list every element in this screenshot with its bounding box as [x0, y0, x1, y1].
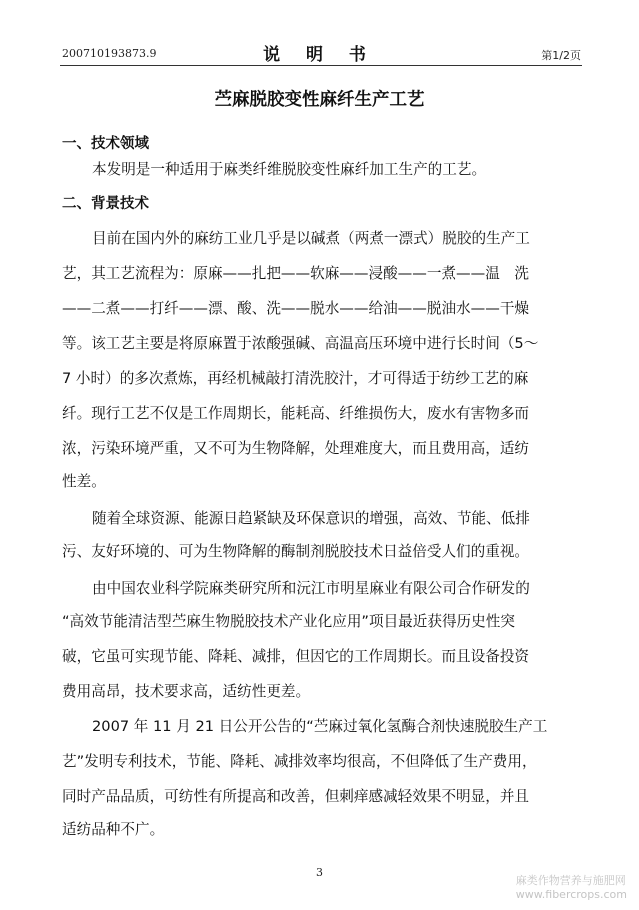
paragraph-line: 7 小时）的多次煮炼，再经机械敲打清洗胶汁，才可得适于纺纱工艺的麻: [62, 370, 529, 387]
page-number: 3: [316, 866, 323, 879]
paragraph-line: 同时产品品质，可纺性有所提高和改善，但刺痒感减轻效果不明显，并且: [62, 788, 530, 805]
paragraph-line: “高效节能清洁型苎麻生物脱胶技术产业化应用”项目最近获得历史性突: [62, 613, 515, 630]
paragraph-line: 费用高昂，技术要求高，适纺性更差。: [62, 683, 311, 700]
paragraph-line: 艺，其工艺流程为：原麻——扎把——软麻——浸酸——一煮——温 洗: [62, 265, 530, 282]
page-indicator: 第1/2页: [541, 49, 581, 62]
paragraph-line: 由中国农业科学院麻类研究所和沅江市明星麻业有限公司合作研发的: [92, 580, 530, 597]
header-divider: [60, 65, 582, 66]
paragraph-line: 适纺品种不广。: [62, 821, 165, 838]
paragraph-line: 纤。现行工艺不仅是工作周期长，能耗高、纤维损伤大，废水有害物多而: [62, 405, 530, 422]
paragraph-line: 本发明是一种适用于麻类纤维脱胶变性麻纤加工生产的工艺。: [92, 161, 487, 178]
paragraph-line: 等。该工艺主要是将原麻置于浓酸强碱、高温高压环境中进行长时间（5～: [62, 335, 539, 352]
site-watermark: [516, 874, 627, 902]
paragraph-line: 目前在国内外的麻纺工业几乎是以碱煮（两煮一漂式）脱胶的生产工: [92, 230, 530, 247]
paragraph-line: 污、友好环境的、可为生物降解的酶制剂脱胶技术日益倍受人们的重视。: [62, 543, 530, 560]
paragraph-line: ——二煮——打纤——漂、酸、洗——脱水——给油——脱油水——干燥: [62, 300, 530, 317]
watermark-site-name: 麻类作物营养与施肥网: [515, 874, 626, 887]
section-heading-technical-field: 一、技术领域: [62, 136, 149, 152]
paragraph-line: 破，它虽可实现节能、降耗、减排，但因它的工作周期长。而且设备投资: [62, 648, 530, 665]
invention-title: 苎麻脱胶变性麻纤生产工艺: [214, 90, 425, 110]
paragraph-line: 艺”发明专利技术，节能、降耗、减排效率均很高，不但降低了生产费用，: [62, 753, 537, 770]
paragraph-line: 2007 年 11 月 21 日公开公告的“苎麻过氧化氢酶合剂快速脱胶生产工: [92, 718, 548, 735]
paragraph-line: 性差。: [62, 473, 106, 490]
document-type-heading: 说 明 书: [263, 45, 376, 65]
paragraph-line: 随着全球资源、能源日趋紧缺及环保意识的增强，高效、节能、低排: [92, 510, 530, 527]
watermark-site-url: www.fibercrops.com: [515, 888, 627, 901]
paragraph-line: 浓，污染环境严重，又不可为生物降解，处理难度大，而且费用高，适纺: [62, 440, 530, 457]
patent-application-number: 200710193873.9: [62, 47, 157, 60]
section-heading-background: 二、背景技术: [62, 196, 149, 212]
